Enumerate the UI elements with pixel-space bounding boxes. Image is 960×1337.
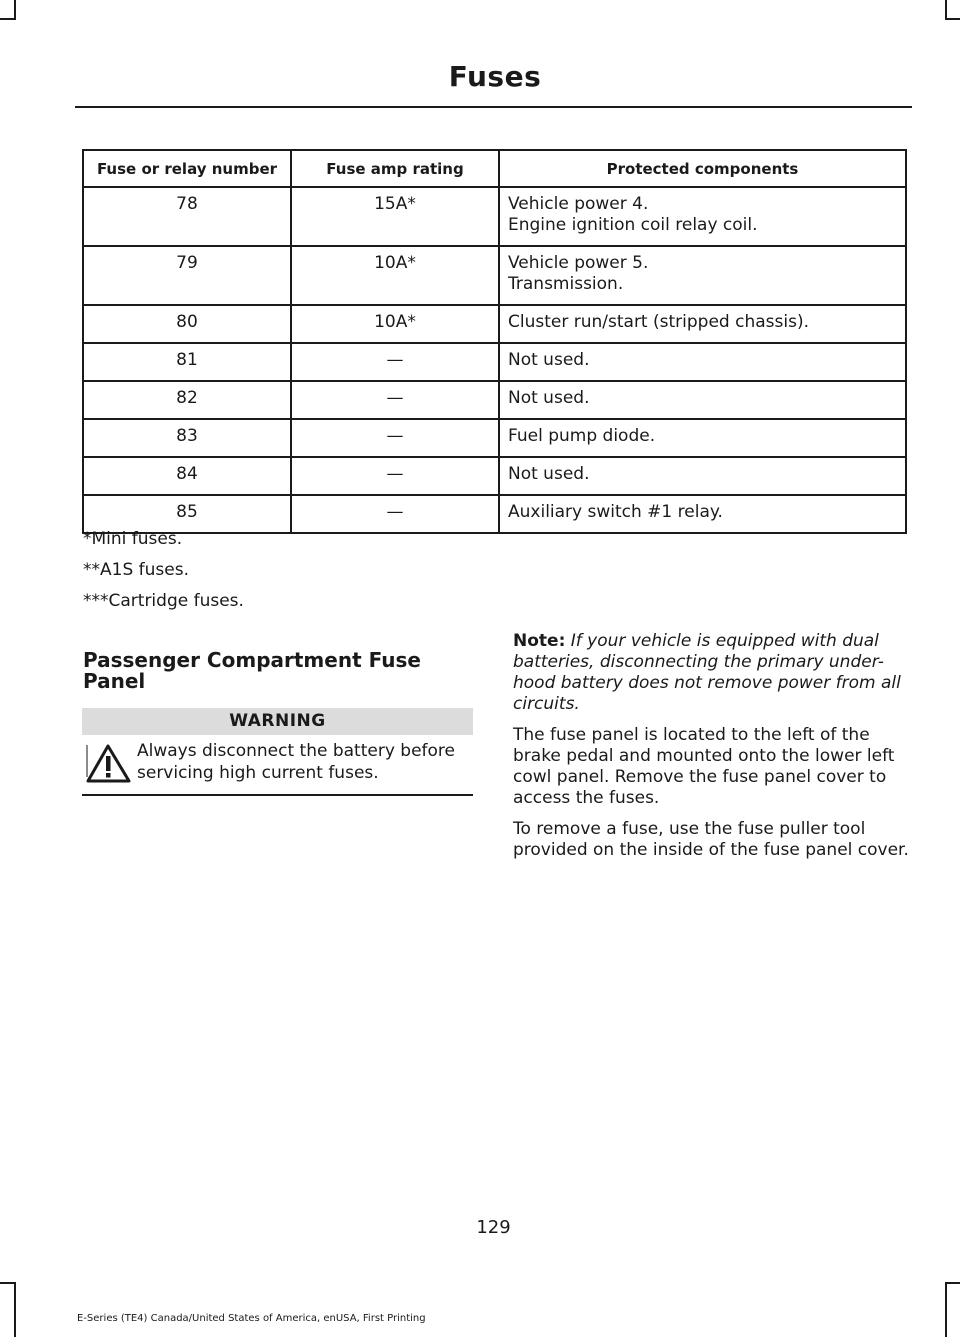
- fuse-number-cell: 82: [83, 381, 291, 419]
- fuse-rating-cell: —: [291, 381, 499, 419]
- fuse-rating-cell: —: [291, 457, 499, 495]
- fuse-rating-cell: 10A*: [291, 305, 499, 343]
- component-line: Auxiliary switch #1 relay.: [508, 502, 723, 522]
- body-paragraph: To remove a fuse, use the fuse puller tool provided on the inside of the fuse panel cover.: [513, 819, 909, 860]
- section-heading: Passenger Compartment Fuse Panel: [83, 648, 421, 693]
- fuse-number-cell: 79: [83, 246, 291, 305]
- protected-components-cell: [499, 419, 906, 457]
- component-line: Transmission.: [508, 274, 624, 294]
- note-text: If your vehicle is equipped with dual batteries, disconnecting the primary under-hood battery does not remove power from all circuits.: [513, 631, 901, 714]
- protected-components-cell: [499, 381, 906, 419]
- footnotes: [83, 529, 244, 622]
- component-line: Cluster run/start (stripped chassis).: [508, 312, 809, 332]
- protected-components-cell: [499, 246, 906, 305]
- body-paragraph: The fuse panel is located to the left of the brake pedal and mounted onto the lower left cowl panel. Remove the fuse panel cover to access the fuses.: [513, 725, 895, 808]
- crop-mark: [14, 1282, 16, 1337]
- fuse-number-cell: 78: [83, 187, 291, 246]
- protected-components-cell: [499, 343, 906, 381]
- crop-mark: [0, 1282, 16, 1284]
- crop-mark: [945, 1282, 960, 1284]
- fuse-rating-cell: —: [291, 495, 499, 533]
- fuse-number-cell: 80: [83, 305, 291, 343]
- header-divider: [75, 106, 912, 108]
- crop-mark: [945, 18, 960, 20]
- component-line: Not used.: [508, 464, 590, 484]
- crop-mark: [945, 1282, 947, 1337]
- fuse-rating-cell: —: [291, 343, 499, 381]
- fuse-table: [82, 149, 907, 534]
- protected-components-cell: [499, 305, 906, 343]
- fuse-rating-cell: 10A*: [291, 246, 499, 305]
- column-header: Fuse amp rating: [291, 150, 499, 187]
- component-line: Not used.: [508, 350, 590, 370]
- warning-label: WARNING: [82, 708, 473, 735]
- table-row: [83, 419, 906, 457]
- table-row: [83, 246, 906, 305]
- fuse-number-cell: 85: [83, 495, 291, 533]
- table-row: [83, 187, 906, 246]
- footnote: ***Cartridge fuses.: [83, 591, 244, 611]
- warning-triangle-icon: [84, 741, 132, 785]
- fuse-rating-cell: —: [291, 419, 499, 457]
- note-paragraph: [513, 631, 913, 715]
- warning-text: Always disconnect the battery before servicing high current fuses.: [137, 741, 456, 783]
- protected-components-cell: [499, 187, 906, 246]
- table-row: [83, 305, 906, 343]
- footer-text: E-Series (TE4) Canada/United States of America, enUSA, First Printing: [77, 1313, 426, 1324]
- warning-divider: [82, 794, 473, 796]
- table-header-row: [83, 150, 906, 187]
- table-row: [83, 457, 906, 495]
- column-header: Protected components: [499, 150, 906, 187]
- fuse-number-cell: 84: [83, 457, 291, 495]
- table-row: [83, 381, 906, 419]
- table-row: [83, 495, 906, 533]
- column-header: Fuse or relay number: [83, 150, 291, 187]
- crop-mark: [945, 0, 947, 20]
- component-line: Vehicle power 4.: [508, 194, 649, 214]
- footnote: **A1S fuses.: [83, 560, 189, 580]
- page-title: Fuses: [448, 60, 542, 93]
- component-line: Not used.: [508, 388, 590, 408]
- component-line: Fuel pump diode.: [508, 426, 656, 446]
- page-number: 129: [476, 1217, 511, 1238]
- crop-mark: [14, 0, 16, 20]
- footnote: *Mini fuses.: [83, 529, 183, 549]
- protected-components-cell: [499, 495, 906, 533]
- fuse-rating-cell: 15A*: [291, 187, 499, 246]
- fuse-number-cell: 83: [83, 419, 291, 457]
- component-line: Vehicle power 5.: [508, 253, 649, 273]
- protected-components-cell: [499, 457, 906, 495]
- note-label: Note:: [513, 631, 566, 651]
- component-line: Engine ignition coil relay coil.: [508, 215, 758, 235]
- table-row: [83, 343, 906, 381]
- crop-mark: [0, 18, 16, 20]
- fuse-number-cell: 81: [83, 343, 291, 381]
- right-column: [513, 631, 913, 871]
